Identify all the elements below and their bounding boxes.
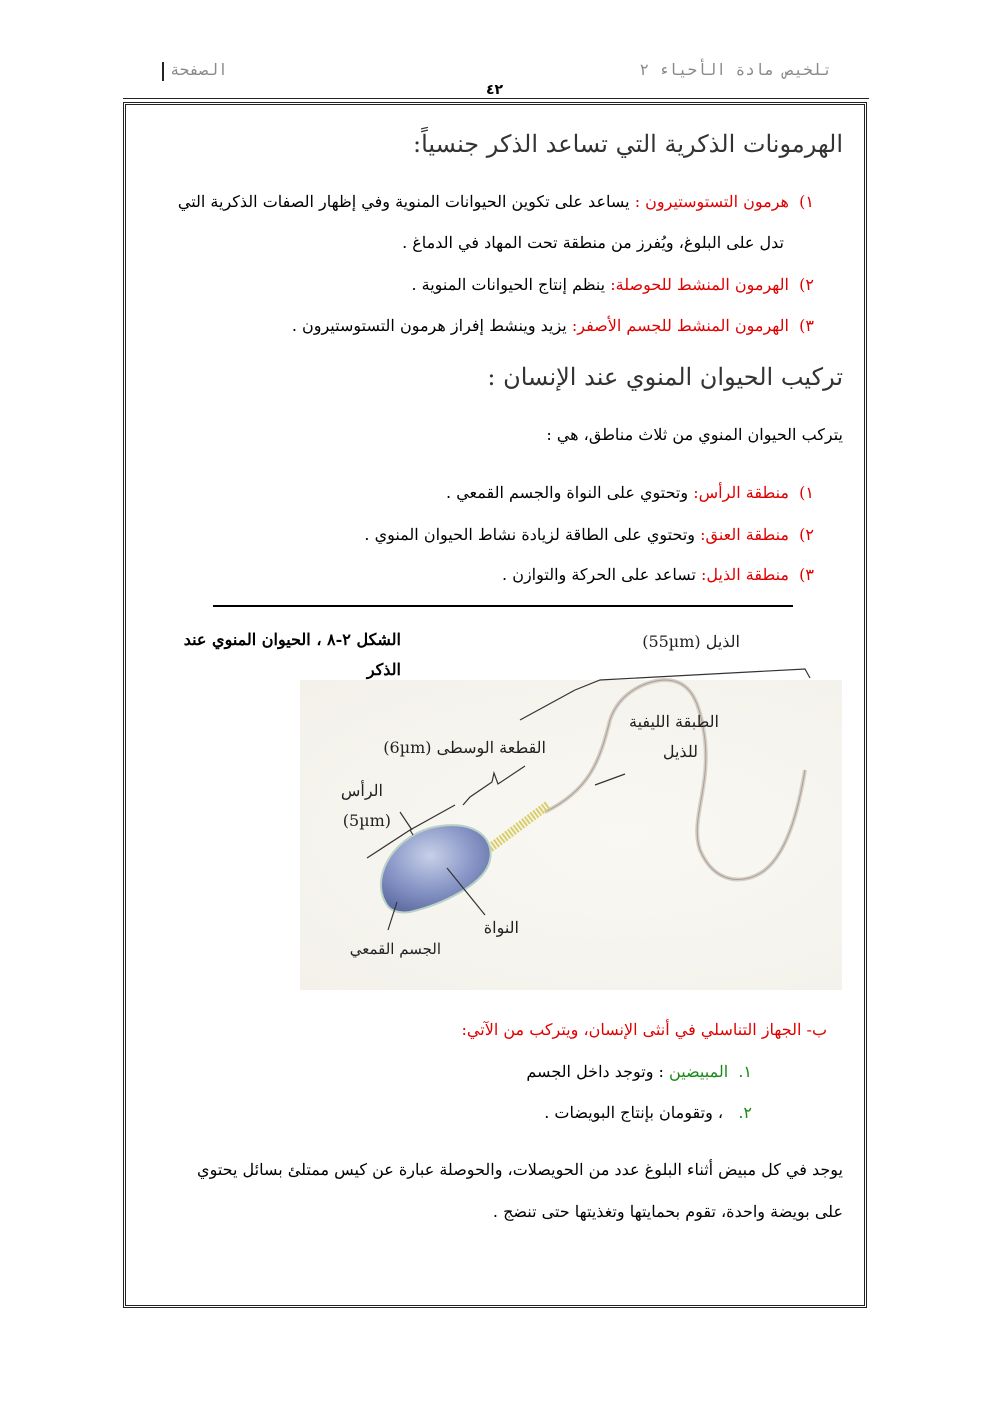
label-head: الرأس xyxy=(340,781,383,800)
s1-item-1-cont: تدل على البلوغ، ويُفرز من منطقة تحت المهاد في الدماغ . xyxy=(402,233,784,252)
num: ١) xyxy=(799,483,814,502)
section3-heading: ب- الجهاز التناسلي في أنثى الإنسان، ويتركب من الآتي: xyxy=(461,1020,827,1039)
text: ينظم إنتاج الحيوانات المنوية . xyxy=(411,275,606,294)
midpiece-bracket xyxy=(463,766,525,805)
text: ، وتقومان بإنتاج البويضات . xyxy=(544,1103,724,1122)
label-head-size: (5µm) xyxy=(342,811,391,830)
num: ١. xyxy=(738,1062,752,1081)
term: الهرمون المنشط للجسم الأصفر: xyxy=(571,316,789,335)
text: وتحتوي على الطاقة لزيادة نشاط الحيوان المنوي . xyxy=(364,525,695,544)
num: ٢) xyxy=(799,275,814,294)
text: يزيد وينشط إفراز هرمون التستوستيرون . xyxy=(291,316,567,335)
figure-caption-1: الشكل ٢-٨ ، الحيوان المنوي عند xyxy=(183,630,401,649)
paragraph-line-1: يوجد في كل مبيض أثناء البلوغ عدد من الحويصلات، والحوصلة عبارة عن كيس ممتلئ بسائل يحتوي xyxy=(197,1160,843,1179)
figure-caption-2: الذكر xyxy=(366,660,401,679)
tail-bracket xyxy=(575,669,810,690)
midpiece xyxy=(490,805,548,848)
text: : وتوجد داخل الجسم xyxy=(526,1062,664,1081)
num: ٢. xyxy=(738,1103,752,1122)
label-fibrous-2: للذيل xyxy=(662,742,698,761)
page-number: ٤٢ xyxy=(486,82,504,98)
section2-heading: تركيب الحيوان المنوي عند الإنسان : xyxy=(487,363,843,391)
s3-item-2 xyxy=(544,1103,752,1122)
fibrous-pointer xyxy=(595,774,625,785)
label-nucleus: النواة xyxy=(483,918,519,937)
term: هرمون التستوستيرون : xyxy=(634,192,789,211)
section2-intro: يتركب الحيوان المنوي من ثلاث مناطق، هي : xyxy=(546,425,843,444)
label-tail: الذيل (55µm) xyxy=(642,632,740,651)
label-acrosome: الجسم القمعي xyxy=(349,940,441,958)
section1-heading: الهرمونات الذكرية التي تساعد الذكر جنسياً: xyxy=(413,130,843,158)
num: ٣) xyxy=(799,565,814,584)
s3-item-1 xyxy=(526,1062,752,1081)
term: منطقة الرأس: xyxy=(693,483,789,502)
num: ٢) xyxy=(799,525,814,544)
label-fibrous-1: الطبقة الليفية xyxy=(629,712,719,731)
text: تساعد على الحركة والتوازن . xyxy=(502,565,696,584)
term: الهرمون المنشط للحوصلة: xyxy=(610,275,789,294)
num: ٣) xyxy=(799,316,814,335)
term: منطقة الذيل: xyxy=(701,565,789,584)
tail xyxy=(545,680,805,880)
header-title: تلخيص مادة الأحياء ٢ xyxy=(639,60,832,79)
label-midpiece: القطعة الوسطى (6µm) xyxy=(383,738,546,757)
term: منطقة العنق: xyxy=(700,525,789,544)
header-page-label: الصفحة xyxy=(170,60,228,79)
num: ١) xyxy=(799,192,814,211)
text: وتحتوي على النواة والجسم القمعي . xyxy=(446,483,689,502)
paragraph-line-2: على بويضة واحدة، تقوم بحمايتها وتغذيتها حتى تنضج . xyxy=(492,1202,843,1221)
text: يساعد على تكوين الحيوانات المنوية وفي إظهار الصفات الذكرية التي xyxy=(177,192,630,211)
term: المبيضين xyxy=(669,1062,729,1081)
